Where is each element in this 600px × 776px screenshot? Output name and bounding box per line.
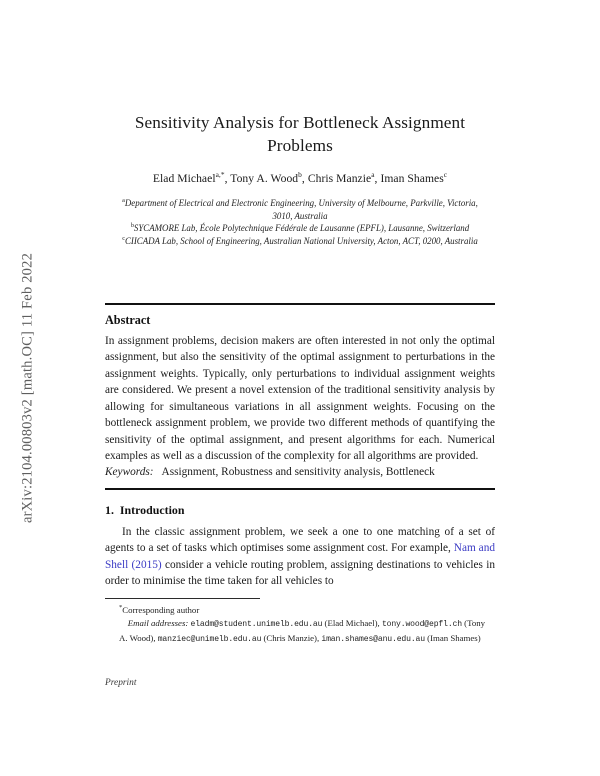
introduction-paragraph [105,524,495,590]
author-name: Chris Manzie [307,172,372,185]
email-owner: (Iman Shames) [427,632,481,643]
footnote-corresponding-text: Corresponding author [122,604,200,615]
author-name: Elad Michael [152,172,216,185]
author-item [308,172,375,185]
author-separator: , [374,172,381,185]
section-number: 1. [105,503,114,517]
affiliation-item [115,197,485,222]
abstract-body: In assignment problems, decision makers are often interested in not only the optimal assignment, but also the sensitivity of the optimal assignment to perturbations in the assignment weights. Typically, only perturbations to individual assignment weights are considered. We present a novel extension of the traditional sensitivity analysis by allowing for simultaneous variations in all assignment weights. Focusing on the bottleneck assignment problem, we provide two different methods of quantifying the sensitivity of the optimal assignment, and present algorithms for each. Numerical examples as well as a discussion of the complexity for all algorithms are provided. [105,335,495,462]
affiliation-item [115,235,485,248]
author-list [105,172,495,185]
affiliation-mark: b [130,222,134,230]
author-separator: , [301,172,308,185]
arxiv-stamp-text: arXiv:2104.00803v2 [math.OC] 11 Feb 2022 [19,252,36,524]
citation-link-nam-and-shell[interactable]: Nam and Shell (2015) [105,542,495,571]
paper-page [105,0,495,776]
footnote-corresponding-author [105,603,495,617]
author-affiliation-mark: a,* [215,170,225,180]
author-affiliation-mark: b [298,170,302,180]
author-affiliation-mark: c [443,170,448,180]
email-address[interactable]: manziec@unimelb.edu.au [157,634,262,644]
footnote-block [105,603,495,646]
email-address[interactable]: eladm@student.unimelb.edu.au [190,620,323,630]
preprint-note: Preprint [105,678,137,688]
keywords-line [105,466,495,478]
abstract-bottom-rule [105,488,495,490]
email-owner: (Elad Michael), [324,618,380,629]
author-separator: , [224,172,231,185]
affiliation-mark: c [122,234,125,242]
affiliation-mark: a [122,197,125,205]
intro-text-after-citation: consider a vehicle routing problem, assigning destinations to vehicles in order to minimise the time taken for all vehicles to [105,558,495,588]
email-owner: (Chris Manzie), [263,632,320,643]
asterisk-mark: * [119,604,123,611]
author-affiliation-mark: a [371,170,375,180]
keywords-values: Assignment, Robustness and sensitivity analysis, Bottleneck [161,466,435,478]
author-item [230,172,302,185]
page-title-line-1: Sensitivity Analysis for Bottleneck Assignment [134,113,466,132]
author-name: Iman Shames [380,172,444,185]
page-title [105,112,495,158]
section-heading-introduction [105,503,184,518]
affiliation-text: CIICADA Lab, School of Engineering, Australian National University, Acton, ACT, 0200, Australia [124,235,478,246]
affiliation-text: SYCAMORE Lab, École Polytechnique Fédérale de Lausanne (EPFL), Lausanne, Switzerland [133,223,470,234]
author-item [153,172,225,185]
author-item [380,172,447,185]
email-owner: (Tony A. Wood), [119,618,486,643]
email-address[interactable]: iman.shames@anu.edu.au [321,634,425,644]
email-address[interactable]: tony.wood@epfl.ch [381,620,462,630]
affiliation-text: Department of Electrical and Electronic Engineering, University of Melbourne, Parkville, Victoria, 3010, Australia [124,198,478,221]
affiliation-item [115,222,485,235]
abstract-top-rule [105,303,495,305]
section-title: Introduction [119,503,185,517]
affiliation-list [115,197,485,248]
intro-text-before-citation: In the classic assignment problem, we seek a one to one matching of a set of agents to a set of tasks which optimises some assignment cost. For example, [105,526,495,555]
footnote-separator-rule [105,598,260,599]
page-title-line-2: Problems [267,135,333,155]
footnote-email-addresses [105,617,495,646]
footnote-email-label: Email addresses: [127,618,189,629]
title-block [105,112,495,158]
arxiv-stamp [0,0,56,776]
abstract-heading: Abstract [105,313,151,327]
keywords-label: Keywords: [105,466,154,478]
author-name: Tony A. Wood [230,172,299,185]
